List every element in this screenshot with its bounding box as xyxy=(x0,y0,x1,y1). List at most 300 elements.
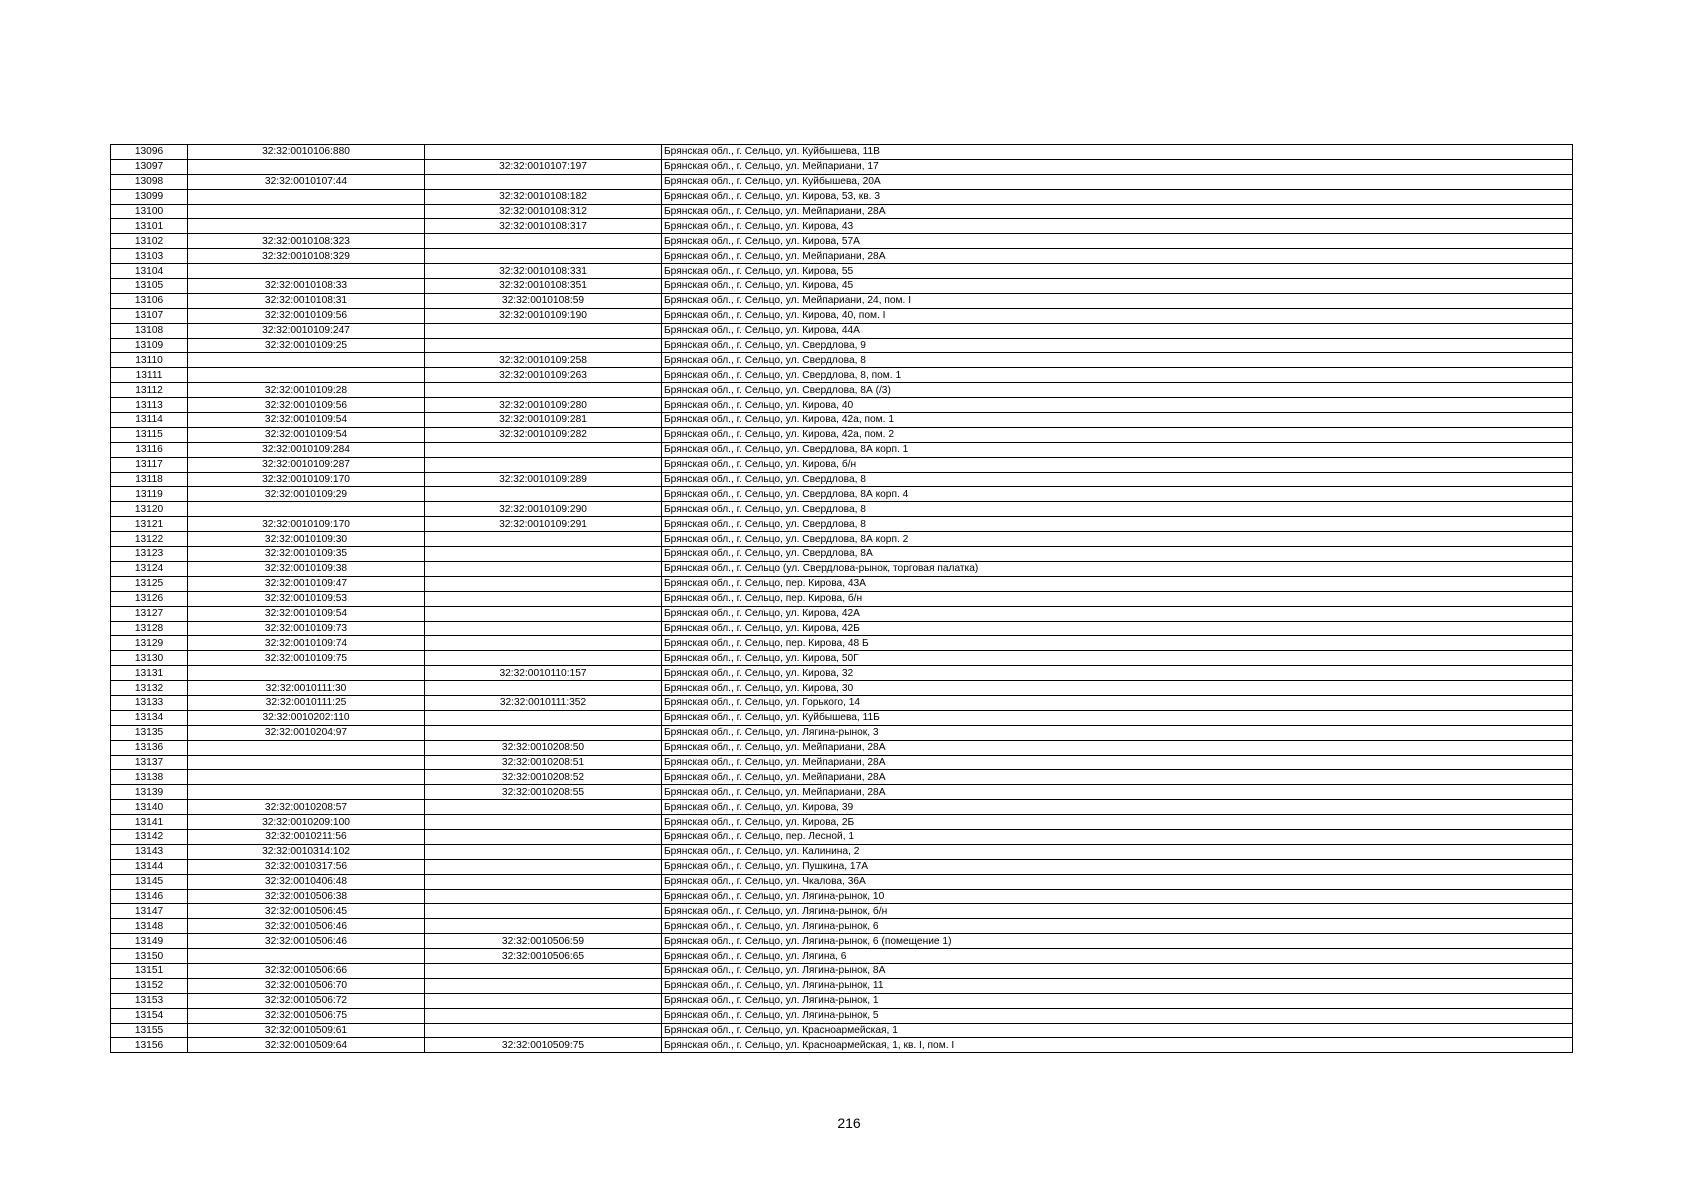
row-number-cell: 13140 xyxy=(111,800,188,815)
table-row xyxy=(111,963,1573,978)
cadastral-number-cell xyxy=(188,755,425,770)
row-number-cell: 13110 xyxy=(111,353,188,368)
table-row xyxy=(111,413,1573,428)
row-number-cell: 13151 xyxy=(111,963,188,978)
object-cadastral-number-cell xyxy=(425,174,662,189)
address-cell: Брянская обл., г. Сельцо, ул. Лягина-рынок, 11 xyxy=(662,978,1573,993)
object-cadastral-number-cell: 32:32:0010208:52 xyxy=(425,770,662,785)
address-cell: Брянская обл., г. Сельцо, ул. Кирова, 42Б xyxy=(662,621,1573,636)
address-cell: Брянская обл., г. Сельцо, ул. Куйбышева, 11В xyxy=(662,145,1573,160)
object-cadastral-number-cell xyxy=(425,681,662,696)
cadastral-number-cell: 32:32:0010506:75 xyxy=(188,1008,425,1023)
row-number-cell: 13098 xyxy=(111,174,188,189)
row-number-cell: 13123 xyxy=(111,547,188,562)
object-cadastral-number-cell: 32:32:0010208:50 xyxy=(425,740,662,755)
address-cell: Брянская обл., г. Сельцо, ул. Мейпариани, 24, пом. I xyxy=(662,293,1573,308)
address-cell: Брянская обл., г. Сельцо, ул. Мейпариани, 28А xyxy=(662,755,1573,770)
row-number-cell: 13105 xyxy=(111,279,188,294)
row-number-cell: 13097 xyxy=(111,159,188,174)
address-cell: Брянская обл., г. Сельцо, ул. Кирова, 39 xyxy=(662,800,1573,815)
address-cell: Брянская обл., г. Сельцо, ул. Кирова, 57А xyxy=(662,234,1573,249)
address-cell: Брянская обл., г. Сельцо, ул. Свердлова, 8А xyxy=(662,547,1573,562)
table-row xyxy=(111,606,1573,621)
table-row xyxy=(111,829,1573,844)
table-row xyxy=(111,353,1573,368)
address-cell: Брянская обл., г. Сельцо, ул. Красноармейская, 1, кв. I, пом. I xyxy=(662,1038,1573,1053)
object-cadastral-number-cell: 32:32:0010109:258 xyxy=(425,353,662,368)
table-row xyxy=(111,547,1573,562)
table-row xyxy=(111,889,1573,904)
cadastral-number-cell: 32:32:0010506:70 xyxy=(188,978,425,993)
object-cadastral-number-cell: 32:32:0010109:280 xyxy=(425,398,662,413)
row-number-cell: 13125 xyxy=(111,576,188,591)
row-number-cell: 13103 xyxy=(111,249,188,264)
table-row xyxy=(111,308,1573,323)
cadastral-number-cell: 32:32:0010109:29 xyxy=(188,487,425,502)
object-cadastral-number-cell: 32:32:0010108:182 xyxy=(425,189,662,204)
object-cadastral-number-cell: 32:32:0010108:331 xyxy=(425,264,662,279)
table-row xyxy=(111,681,1573,696)
row-number-cell: 13154 xyxy=(111,1008,188,1023)
address-cell: Брянская обл., г. Сельцо, ул. Мейпариани, 28А xyxy=(662,785,1573,800)
address-cell: Брянская обл., г. Сельцо, ул. Кирова, б/н xyxy=(662,457,1573,472)
address-cell: Брянская обл., г. Сельцо, пер. Лесной, 1 xyxy=(662,829,1573,844)
row-number-cell: 13119 xyxy=(111,487,188,502)
object-cadastral-number-cell: 32:32:0010108:351 xyxy=(425,279,662,294)
object-cadastral-number-cell: 32:32:0010509:75 xyxy=(425,1038,662,1053)
table-row xyxy=(111,159,1573,174)
table-row xyxy=(111,710,1573,725)
object-cadastral-number-cell xyxy=(425,606,662,621)
object-cadastral-number-cell xyxy=(425,383,662,398)
register-table xyxy=(110,144,1573,1053)
cadastral-number-cell: 32:32:0010109:28 xyxy=(188,383,425,398)
object-cadastral-number-cell xyxy=(425,1023,662,1038)
object-cadastral-number-cell: 32:32:0010111:352 xyxy=(425,695,662,710)
object-cadastral-number-cell xyxy=(425,591,662,606)
address-cell: Брянская обл., г. Сельцо, ул. Лягина-рынок, 6 xyxy=(662,919,1573,934)
cadastral-number-cell: 32:32:0010509:61 xyxy=(188,1023,425,1038)
object-cadastral-number-cell xyxy=(425,561,662,576)
cadastral-number-cell xyxy=(188,502,425,517)
address-cell: Брянская обл., г. Сельцо, ул. Лягина, 6 xyxy=(662,949,1573,964)
row-number-cell: 13145 xyxy=(111,874,188,889)
table-row xyxy=(111,234,1573,249)
table-row xyxy=(111,621,1573,636)
row-number-cell: 13150 xyxy=(111,949,188,964)
table-row xyxy=(111,844,1573,859)
row-number-cell: 13121 xyxy=(111,517,188,532)
row-number-cell: 13112 xyxy=(111,383,188,398)
table-row xyxy=(111,517,1573,532)
cadastral-number-cell: 32:32:0010109:47 xyxy=(188,576,425,591)
row-number-cell: 13128 xyxy=(111,621,188,636)
row-number-cell: 13137 xyxy=(111,755,188,770)
address-cell: Брянская обл., г. Сельцо, ул. Кирова, 50Г xyxy=(662,651,1573,666)
address-cell: Брянская обл., г. Сельцо, ул. Свердлова, 8 xyxy=(662,517,1573,532)
address-cell: Брянская обл., г. Сельцо, ул. Свердлова, 8 xyxy=(662,502,1573,517)
address-cell: Брянская обл., г. Сельцо, ул. Лягина-рынок, 3 xyxy=(662,725,1573,740)
row-number-cell: 13101 xyxy=(111,219,188,234)
address-cell: Брянская обл., г. Сельцо, ул. Свердлова, 8А корп. 4 xyxy=(662,487,1573,502)
table-row xyxy=(111,815,1573,830)
address-cell: Брянская обл., г. Сельцо, ул. Кирова, 30 xyxy=(662,681,1573,696)
object-cadastral-number-cell xyxy=(425,532,662,547)
address-cell: Брянская обл., г. Сельцо, ул. Мейпариани, 28А xyxy=(662,770,1573,785)
object-cadastral-number-cell xyxy=(425,829,662,844)
cadastral-number-cell xyxy=(188,949,425,964)
table-row xyxy=(111,368,1573,383)
table-row xyxy=(111,859,1573,874)
table-row xyxy=(111,651,1573,666)
object-cadastral-number-cell xyxy=(425,844,662,859)
cadastral-number-cell: 32:32:0010109:73 xyxy=(188,621,425,636)
object-cadastral-number-cell xyxy=(425,621,662,636)
object-cadastral-number-cell xyxy=(425,859,662,874)
cadastral-number-cell: 32:32:0010109:170 xyxy=(188,517,425,532)
row-number-cell: 13126 xyxy=(111,591,188,606)
table-row xyxy=(111,1023,1573,1038)
cadastral-number-cell: 32:32:0010204:97 xyxy=(188,725,425,740)
cadastral-number-cell: 32:32:0010108:329 xyxy=(188,249,425,264)
row-number-cell: 13104 xyxy=(111,264,188,279)
object-cadastral-number-cell: 32:32:0010208:51 xyxy=(425,755,662,770)
row-number-cell: 13106 xyxy=(111,293,188,308)
row-number-cell: 13134 xyxy=(111,710,188,725)
table-row xyxy=(111,636,1573,651)
table-row xyxy=(111,740,1573,755)
object-cadastral-number-cell xyxy=(425,1008,662,1023)
address-cell: Брянская обл., г. Сельцо, ул. Свердлова, 8, пом. 1 xyxy=(662,368,1573,383)
row-number-cell: 13133 xyxy=(111,695,188,710)
address-cell: Брянская обл., г. Сельцо, ул. Лягина-рынок, 10 xyxy=(662,889,1573,904)
table-row xyxy=(111,398,1573,413)
cadastral-number-cell: 32:32:0010111:30 xyxy=(188,681,425,696)
address-cell: Брянская обл., г. Сельцо, пер. Кирова, 43А xyxy=(662,576,1573,591)
row-number-cell: 13118 xyxy=(111,472,188,487)
row-number-cell: 13129 xyxy=(111,636,188,651)
object-cadastral-number-cell xyxy=(425,874,662,889)
address-cell: Брянская обл., г. Сельцо, ул. Мейпариани, 28А xyxy=(662,204,1573,219)
object-cadastral-number-cell: 32:32:0010109:290 xyxy=(425,502,662,517)
object-cadastral-number-cell: 32:32:0010109:291 xyxy=(425,517,662,532)
address-cell: Брянская обл., г. Сельцо, ул. Свердлова, 8А (/3) xyxy=(662,383,1573,398)
cadastral-number-cell xyxy=(188,159,425,174)
cadastral-number-cell: 32:32:0010109:75 xyxy=(188,651,425,666)
table-row xyxy=(111,874,1573,889)
cadastral-number-cell: 32:32:0010109:54 xyxy=(188,606,425,621)
table-row xyxy=(111,755,1573,770)
cadastral-number-cell: 32:32:0010111:25 xyxy=(188,695,425,710)
object-cadastral-number-cell: 32:32:0010107:197 xyxy=(425,159,662,174)
object-cadastral-number-cell xyxy=(425,815,662,830)
row-number-cell: 13127 xyxy=(111,606,188,621)
cadastral-number-cell xyxy=(188,189,425,204)
table-row xyxy=(111,174,1573,189)
object-cadastral-number-cell xyxy=(425,234,662,249)
table-row xyxy=(111,1038,1573,1053)
address-cell: Брянская обл., г. Сельцо, ул. Чкалова, 36А xyxy=(662,874,1573,889)
table-row xyxy=(111,800,1573,815)
object-cadastral-number-cell: 32:32:0010506:65 xyxy=(425,949,662,964)
row-number-cell: 13113 xyxy=(111,398,188,413)
cadastral-number-cell: 32:32:0010108:323 xyxy=(188,234,425,249)
table-row xyxy=(111,666,1573,681)
row-number-cell: 13147 xyxy=(111,904,188,919)
cadastral-number-cell: 32:32:0010109:287 xyxy=(188,457,425,472)
cadastral-number-cell xyxy=(188,219,425,234)
address-cell: Брянская обл., г. Сельцо, пер. Кирова, б/н xyxy=(662,591,1573,606)
object-cadastral-number-cell xyxy=(425,963,662,978)
cadastral-number-cell: 32:32:0010406:48 xyxy=(188,874,425,889)
object-cadastral-number-cell xyxy=(425,547,662,562)
cadastral-number-cell: 32:32:0010506:66 xyxy=(188,963,425,978)
object-cadastral-number-cell xyxy=(425,442,662,457)
object-cadastral-number-cell xyxy=(425,904,662,919)
cadastral-number-cell xyxy=(188,770,425,785)
row-number-cell: 13122 xyxy=(111,532,188,547)
row-number-cell: 13102 xyxy=(111,234,188,249)
table-row xyxy=(111,472,1573,487)
cadastral-number-cell: 32:32:0010202:110 xyxy=(188,710,425,725)
register-sheet xyxy=(110,144,1573,1053)
cadastral-number-cell xyxy=(188,740,425,755)
cadastral-number-cell: 32:32:0010109:54 xyxy=(188,413,425,428)
cadastral-number-cell: 32:32:0010506:45 xyxy=(188,904,425,919)
cadastral-number-cell: 32:32:0010109:54 xyxy=(188,427,425,442)
page-number: 216 xyxy=(837,1115,861,1131)
cadastral-number-cell: 32:32:0010506:72 xyxy=(188,993,425,1008)
row-number-cell: 13135 xyxy=(111,725,188,740)
row-number-cell: 13156 xyxy=(111,1038,188,1053)
row-number-cell: 13100 xyxy=(111,204,188,219)
table-row xyxy=(111,427,1573,442)
object-cadastral-number-cell xyxy=(425,993,662,1008)
object-cadastral-number-cell xyxy=(425,487,662,502)
address-cell: Брянская обл., г. Сельцо, ул. Лягина-рынок, б/н xyxy=(662,904,1573,919)
cadastral-number-cell xyxy=(188,785,425,800)
address-cell: Брянская обл., г. Сельцо, ул. Куйбышева, 20А xyxy=(662,174,1573,189)
table-row xyxy=(111,949,1573,964)
address-cell: Брянская обл., г. Сельцо, ул. Горького, 14 xyxy=(662,695,1573,710)
table-row xyxy=(111,204,1573,219)
object-cadastral-number-cell xyxy=(425,636,662,651)
address-cell: Брянская обл., г. Сельцо, ул. Лягина-рынок, 8А xyxy=(662,963,1573,978)
table-row xyxy=(111,145,1573,160)
table-row xyxy=(111,279,1573,294)
table-row xyxy=(111,487,1573,502)
object-cadastral-number-cell: 32:32:0010109:289 xyxy=(425,472,662,487)
address-cell: Брянская обл., г. Сельцо, ул. Свердлова, 8 xyxy=(662,472,1573,487)
row-number-cell: 13108 xyxy=(111,323,188,338)
table-row xyxy=(111,338,1573,353)
table-row xyxy=(111,502,1573,517)
cadastral-number-cell: 32:32:0010107:44 xyxy=(188,174,425,189)
address-cell: Брянская обл., г. Сельцо, ул. Кирова, 55 xyxy=(662,264,1573,279)
row-number-cell: 13115 xyxy=(111,427,188,442)
table-row xyxy=(111,695,1573,710)
cadastral-number-cell xyxy=(188,204,425,219)
table-row xyxy=(111,576,1573,591)
table-row xyxy=(111,978,1573,993)
address-cell: Брянская обл., г. Сельцо, ул. Кирова, 42а, пом. 1 xyxy=(662,413,1573,428)
row-number-cell: 13155 xyxy=(111,1023,188,1038)
address-cell: Брянская обл., г. Сельцо, ул. Мейпариани, 17 xyxy=(662,159,1573,174)
register-table-body xyxy=(111,145,1573,1053)
address-cell: Брянская обл., г. Сельцо, ул. Куйбышева, 11Б xyxy=(662,710,1573,725)
cadastral-number-cell: 32:32:0010208:57 xyxy=(188,800,425,815)
object-cadastral-number-cell xyxy=(425,889,662,904)
cadastral-number-cell: 32:32:0010109:284 xyxy=(188,442,425,457)
address-cell: Брянская обл., г. Сельцо, ул. Кирова, 42а, пом. 2 xyxy=(662,427,1573,442)
cadastral-number-cell: 32:32:0010109:56 xyxy=(188,398,425,413)
address-cell: Брянская обл., г. Сельцо, ул. Кирова, 45 xyxy=(662,279,1573,294)
cadastral-number-cell xyxy=(188,264,425,279)
object-cadastral-number-cell xyxy=(425,249,662,264)
cadastral-number-cell: 32:32:0010109:35 xyxy=(188,547,425,562)
address-cell: Брянская обл., г. Сельцо, ул. Кирова, 53, кв. 3 xyxy=(662,189,1573,204)
object-cadastral-number-cell: 32:32:0010109:282 xyxy=(425,427,662,442)
cadastral-number-cell: 32:32:0010109:53 xyxy=(188,591,425,606)
table-row xyxy=(111,770,1573,785)
table-row xyxy=(111,725,1573,740)
object-cadastral-number-cell: 32:32:0010110:157 xyxy=(425,666,662,681)
address-cell: Брянская обл., г. Сельцо, ул. Мейпариани, 28А xyxy=(662,740,1573,755)
cadastral-number-cell: 32:32:0010108:31 xyxy=(188,293,425,308)
object-cadastral-number-cell xyxy=(425,725,662,740)
cadastral-number-cell: 32:32:0010109:38 xyxy=(188,561,425,576)
table-row xyxy=(111,993,1573,1008)
cadastral-number-cell: 32:32:0010211:56 xyxy=(188,829,425,844)
cadastral-number-cell xyxy=(188,666,425,681)
table-row xyxy=(111,904,1573,919)
object-cadastral-number-cell xyxy=(425,919,662,934)
cadastral-number-cell: 32:32:0010209:100 xyxy=(188,815,425,830)
table-row xyxy=(111,383,1573,398)
table-row xyxy=(111,189,1573,204)
table-row xyxy=(111,591,1573,606)
row-number-cell: 13111 xyxy=(111,368,188,383)
cadastral-number-cell xyxy=(188,368,425,383)
row-number-cell: 13152 xyxy=(111,978,188,993)
row-number-cell: 13117 xyxy=(111,457,188,472)
row-number-cell: 13120 xyxy=(111,502,188,517)
row-number-cell: 13138 xyxy=(111,770,188,785)
table-row xyxy=(111,219,1573,234)
cadastral-number-cell xyxy=(188,353,425,368)
table-row xyxy=(111,249,1573,264)
row-number-cell: 13148 xyxy=(111,919,188,934)
cadastral-number-cell: 32:32:0010109:25 xyxy=(188,338,425,353)
row-number-cell: 13142 xyxy=(111,829,188,844)
table-row xyxy=(111,457,1573,472)
cadastral-number-cell: 32:32:0010109:74 xyxy=(188,636,425,651)
address-cell: Брянская обл., г. Сельцо, ул. Кирова, 32 xyxy=(662,666,1573,681)
address-cell: Брянская обл., г. Сельцо, ул. Мейпариани, 28А xyxy=(662,249,1573,264)
row-number-cell: 13144 xyxy=(111,859,188,874)
object-cadastral-number-cell xyxy=(425,457,662,472)
cadastral-number-cell: 32:32:0010106:880 xyxy=(188,145,425,160)
address-cell: Брянская обл., г. Сельцо, пер. Кирова, 48 Б xyxy=(662,636,1573,651)
object-cadastral-number-cell: 32:32:0010109:281 xyxy=(425,413,662,428)
cadastral-number-cell: 32:32:0010506:46 xyxy=(188,919,425,934)
row-number-cell: 13139 xyxy=(111,785,188,800)
address-cell: Брянская обл., г. Сельцо, ул. Лягина-рынок, 6 (помещение 1) xyxy=(662,934,1573,949)
table-row xyxy=(111,919,1573,934)
table-row xyxy=(111,532,1573,547)
object-cadastral-number-cell xyxy=(425,323,662,338)
row-number-cell: 13132 xyxy=(111,681,188,696)
object-cadastral-number-cell: 32:32:0010109:190 xyxy=(425,308,662,323)
address-cell: Брянская обл., г. Сельцо, ул. Кирова, 40, пом. I xyxy=(662,308,1573,323)
address-cell: Брянская обл., г. Сельцо, ул. Кирова, 40 xyxy=(662,398,1573,413)
cadastral-number-cell: 32:32:0010506:38 xyxy=(188,889,425,904)
table-row xyxy=(111,323,1573,338)
table-row xyxy=(111,1008,1573,1023)
object-cadastral-number-cell: 32:32:0010109:263 xyxy=(425,368,662,383)
address-cell: Брянская обл., г. Сельцо, ул. Свердлова, 9 xyxy=(662,338,1573,353)
row-number-cell: 13099 xyxy=(111,189,188,204)
row-number-cell: 13136 xyxy=(111,740,188,755)
address-cell: Брянская обл., г. Сельцо, ул. Красноармейская, 1 xyxy=(662,1023,1573,1038)
row-number-cell: 13116 xyxy=(111,442,188,457)
cadastral-number-cell: 32:32:0010314:102 xyxy=(188,844,425,859)
table-row xyxy=(111,264,1573,279)
object-cadastral-number-cell: 32:32:0010108:312 xyxy=(425,204,662,219)
cadastral-number-cell: 32:32:0010109:56 xyxy=(188,308,425,323)
table-row xyxy=(111,785,1573,800)
row-number-cell: 13096 xyxy=(111,145,188,160)
row-number-cell: 13130 xyxy=(111,651,188,666)
cadastral-number-cell: 32:32:0010509:64 xyxy=(188,1038,425,1053)
object-cadastral-number-cell: 32:32:0010208:55 xyxy=(425,785,662,800)
object-cadastral-number-cell: 32:32:0010108:317 xyxy=(425,219,662,234)
row-number-cell: 13109 xyxy=(111,338,188,353)
object-cadastral-number-cell xyxy=(425,800,662,815)
address-cell: Брянская обл., г. Сельцо, ул. Лягина-рынок, 5 xyxy=(662,1008,1573,1023)
table-row xyxy=(111,293,1573,308)
row-number-cell: 13141 xyxy=(111,815,188,830)
object-cadastral-number-cell xyxy=(425,710,662,725)
object-cadastral-number-cell xyxy=(425,338,662,353)
cadastral-number-cell: 32:32:0010109:170 xyxy=(188,472,425,487)
row-number-cell: 13146 xyxy=(111,889,188,904)
cadastral-number-cell: 32:32:0010317:56 xyxy=(188,859,425,874)
object-cadastral-number-cell: 32:32:0010506:59 xyxy=(425,934,662,949)
address-cell: Брянская обл., г. Сельцо, ул. Пушкина, 17А xyxy=(662,859,1573,874)
address-cell: Брянская обл., г. Сельцо (ул. Свердлова-рынок, торговая палатка) xyxy=(662,561,1573,576)
row-number-cell: 13131 xyxy=(111,666,188,681)
object-cadastral-number-cell: 32:32:0010108:59 xyxy=(425,293,662,308)
address-cell: Брянская обл., г. Сельцо, ул. Калинина, 2 xyxy=(662,844,1573,859)
table-row xyxy=(111,442,1573,457)
row-number-cell: 13124 xyxy=(111,561,188,576)
object-cadastral-number-cell xyxy=(425,651,662,666)
row-number-cell: 13107 xyxy=(111,308,188,323)
address-cell: Брянская обл., г. Сельцо, ул. Кирова, 44А xyxy=(662,323,1573,338)
address-cell: Брянская обл., г. Сельцо, ул. Свердлова, 8А корп. 1 xyxy=(662,442,1573,457)
object-cadastral-number-cell xyxy=(425,978,662,993)
address-cell: Брянская обл., г. Сельцо, ул. Свердлова, 8А корп. 2 xyxy=(662,532,1573,547)
row-number-cell: 13149 xyxy=(111,934,188,949)
address-cell: Брянская обл., г. Сельцо, ул. Кирова, 42А xyxy=(662,606,1573,621)
object-cadastral-number-cell xyxy=(425,576,662,591)
cadastral-number-cell: 32:32:0010108:33 xyxy=(188,279,425,294)
address-cell: Брянская обл., г. Сельцо, ул. Кирова, 43 xyxy=(662,219,1573,234)
table-row xyxy=(111,561,1573,576)
table-row xyxy=(111,934,1573,949)
address-cell: Брянская обл., г. Сельцо, ул. Свердлова, 8 xyxy=(662,353,1573,368)
